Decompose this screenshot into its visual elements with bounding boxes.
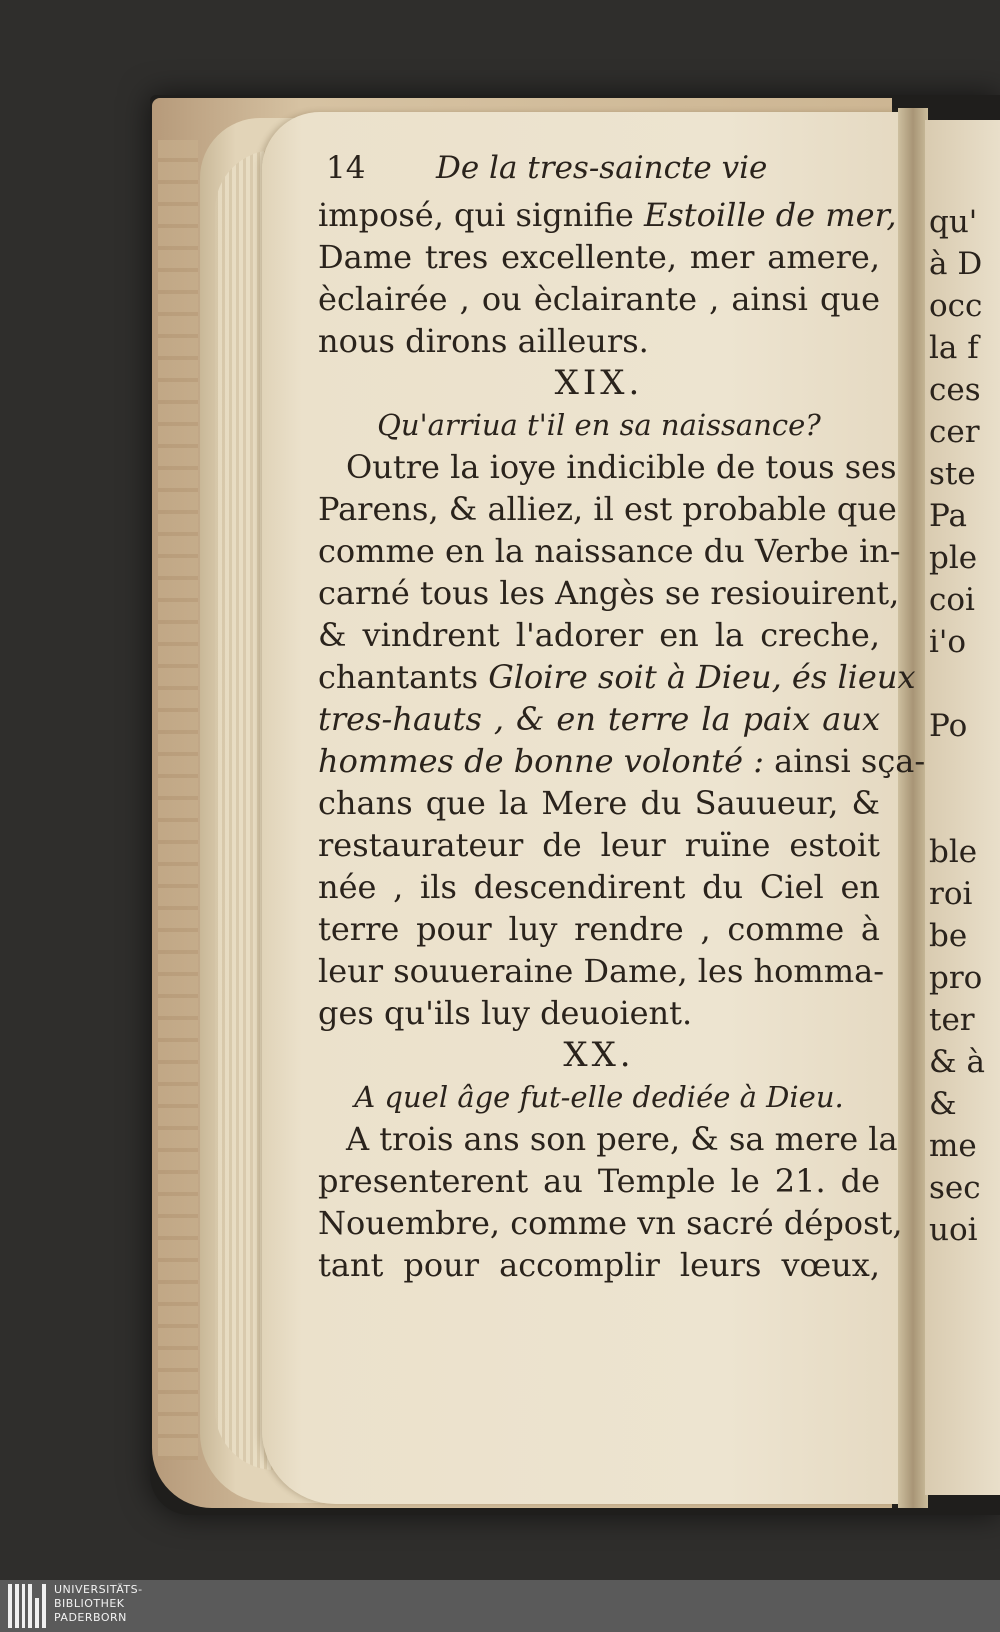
facing-page-fragment: be bbox=[929, 918, 968, 954]
library-logo-icon bbox=[8, 1584, 46, 1628]
text-line bbox=[318, 740, 926, 782]
text-line bbox=[318, 824, 880, 866]
facing-page-fragment: me bbox=[929, 1128, 977, 1164]
facing-page-fragment: qu' bbox=[929, 204, 978, 240]
facing-page-fragment: cer bbox=[929, 414, 980, 450]
roman-text: Outre la ioye indicible de tous ses bbox=[346, 448, 897, 486]
facing-page-fragment: ste bbox=[929, 456, 976, 492]
facing-page-fragment: pro bbox=[929, 960, 983, 996]
text-line bbox=[318, 236, 880, 278]
logo-line: PADERBORN bbox=[54, 1611, 127, 1624]
facing-page-fragment: la f bbox=[929, 330, 979, 366]
book-gutter bbox=[898, 108, 928, 1508]
roman-text: ges qu'ils luy deuoient. bbox=[318, 994, 693, 1032]
text-line bbox=[318, 656, 916, 698]
italic-text: Estoille de mer, bbox=[643, 196, 897, 234]
text-line bbox=[318, 194, 897, 236]
section-number: XIX. bbox=[554, 363, 644, 403]
running-title: De la tres-saincte vie bbox=[436, 150, 768, 186]
text-line bbox=[318, 320, 880, 362]
italic-text: hommes de bonne volonté : bbox=[318, 742, 775, 780]
text-line bbox=[318, 950, 884, 992]
page-number: 14 bbox=[326, 150, 366, 186]
library-logo-text bbox=[54, 1583, 143, 1625]
facing-page-fragment: uoi bbox=[929, 1212, 978, 1248]
facing-page bbox=[925, 120, 1000, 1495]
roman-text: comme en la naissance du Verbe in- bbox=[318, 532, 901, 570]
text-line bbox=[318, 1244, 880, 1286]
logo-line: BIBLIOTHEK bbox=[54, 1597, 125, 1610]
roman-text: Parens, & alliez, il est probable que bbox=[318, 490, 897, 528]
page-text bbox=[318, 150, 926, 1286]
section-number: XX. bbox=[563, 1035, 635, 1075]
text-line bbox=[318, 1118, 898, 1160]
footer-bar bbox=[0, 1580, 1000, 1632]
logo-line: UNIVERSITÄTS- bbox=[54, 1583, 143, 1596]
roman-text: restaurateur de leur ruïne estoit bbox=[318, 826, 880, 864]
text-line bbox=[318, 782, 880, 824]
section-question: A quel âge fut-elle dediée à Dieu. bbox=[354, 1080, 844, 1114]
page-header bbox=[318, 150, 880, 194]
roman-text: tant pour accomplir leurs vœux, bbox=[318, 1246, 880, 1284]
cover-edge bbox=[158, 140, 198, 1460]
section-question: Qu'arriua t'il en sa naissance? bbox=[377, 408, 821, 442]
facing-page-fragment: roi bbox=[929, 876, 973, 912]
text-line bbox=[318, 572, 900, 614]
roman-text: èclairée , ou èclairante , ainsi que bbox=[318, 280, 880, 318]
roman-text: nous dirons ailleurs. bbox=[318, 322, 649, 360]
facing-page-fragment: ces bbox=[929, 372, 981, 408]
text-line bbox=[318, 698, 880, 740]
text-line bbox=[318, 1160, 880, 1202]
facing-page-fragment: ple bbox=[929, 540, 978, 576]
roman-text: terre pour luy rendre , comme à bbox=[318, 910, 880, 948]
roman-text: chans que la Mere du Sauueur, & bbox=[318, 784, 880, 822]
text-lines bbox=[318, 194, 926, 1286]
facing-page-fragment: sec bbox=[929, 1170, 981, 1206]
text-line bbox=[318, 908, 880, 950]
facing-page-fragment: Po bbox=[929, 708, 968, 744]
facing-page-fragment: à D bbox=[929, 246, 983, 282]
facing-page-fragment: Pa bbox=[929, 498, 967, 534]
text-line bbox=[318, 1202, 903, 1244]
text-line bbox=[318, 488, 897, 530]
italic-text: Gloire soit à Dieu, és lieux bbox=[488, 658, 916, 696]
facing-page-fragment: occ bbox=[929, 288, 983, 324]
text-line bbox=[318, 614, 880, 656]
roman-text: A trois ans son pere, & sa mere la bbox=[346, 1120, 898, 1158]
roman-text: chantants bbox=[318, 658, 489, 696]
roman-text: & vindrent l'adorer en la creche, bbox=[318, 616, 880, 654]
text-line bbox=[318, 866, 880, 908]
facing-page-fragment: & bbox=[929, 1086, 957, 1122]
roman-text: Nouembre, comme vn sacré dépost, bbox=[318, 1204, 903, 1242]
roman-text: née , ils descendirent du Ciel en bbox=[318, 868, 880, 906]
facing-page-fragment: i'o bbox=[929, 624, 967, 660]
roman-text: carné tous les Angès se resiouirent, bbox=[318, 574, 900, 612]
text-line bbox=[318, 530, 901, 572]
roman-text: leur souueraine Dame, les homma- bbox=[318, 952, 884, 990]
facing-page-fragment: ble bbox=[929, 834, 978, 870]
roman-text: ainsi sça- bbox=[774, 742, 926, 780]
text-line bbox=[318, 278, 880, 320]
text-line bbox=[318, 446, 897, 488]
roman-text: imposé, qui signifie bbox=[318, 196, 644, 234]
roman-text: Dame tres excellente, mer amere, bbox=[318, 238, 880, 276]
roman-text: presenterent au Temple le 21. de bbox=[318, 1162, 880, 1200]
facing-page-fragment: ter bbox=[929, 1002, 975, 1038]
facing-page-fragment: & à bbox=[929, 1044, 985, 1080]
facing-page-fragment: coi bbox=[929, 582, 975, 618]
italic-text: tres-hauts , & en terre la paix aux bbox=[318, 700, 880, 738]
text-line bbox=[318, 992, 880, 1034]
